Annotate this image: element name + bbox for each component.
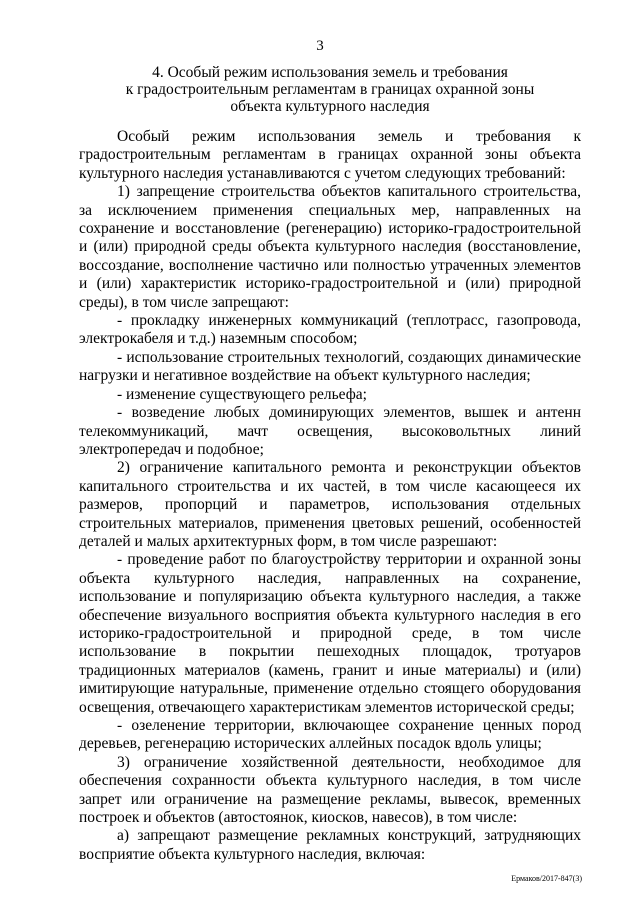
paragraph-item-3: 3) ограничение хозяйственной деятельности, необходимое для обеспечения сохранности объекта культурного наследия, в том числе запрет или ограничение на размещение рекламы, вывесок, временных построек и объектов (автостоянок, киосков, навесов), в том числе: bbox=[79, 753, 581, 827]
paragraph-intro: Особый режим использования земель и требования к градостроительным регламентам в границах охранной зоны объекта культурного наследия устанавливаются с учетом следующих требований: bbox=[79, 128, 581, 182]
section-heading bbox=[80, 64, 580, 115]
document-body bbox=[79, 128, 581, 864]
paragraph-subitem-a: а) запрещают размещение рекламных конструкций, затрудняющих восприятие объекта культурного наследия, включая: bbox=[79, 827, 581, 863]
paragraph-item-1: 1) запрещение строительства объектов капитального строительства, за исключением применения специальных мер, направленных на сохранение и восстановление (регенерацию) историко-градостроительной и (или) природной среды объекта культурного наследия (восстановление, воссоздание, восполнение частично или полностью утраченных элементов и (или) характеристик историко-градостроительной и (или) природной среды), в том числе запрещают: bbox=[79, 183, 581, 311]
paragraph-subitem: - возведение любых доминирующих элементов, вышек и антенн телекоммуникаций, мачт освещения, высоковольтных линий электропередач и подобное; bbox=[79, 404, 581, 458]
heading-line-2: к градостроительным регламентам в границах охранной зоны bbox=[125, 81, 535, 98]
paragraph-subitem: - озеленение территории, включающее сохранение ценных пород деревьев, регенерацию исторических аллейных посадок вдоль улицы; bbox=[79, 717, 581, 753]
paragraph-subitem: - проведение работ по благоустройству территории и охранной зоны объекта культурного наследия, направленных на сохранение, использование и популяризацию объекта культурного наследия, а также обеспечение визуального восприятия объекта культурного наследия в его историко-градостроительной и природной среде, в том числе использование в покрытии пешеходных площадок, тротуаров традиционных материалов (камень, гранит и иные материалы) и (или) имитирующие натуральные, применение отдельно стоящего оборудования освещения, отвечающего характеристикам элементов исторической среды; bbox=[79, 551, 581, 716]
paragraph-subitem: - использование строительных технологий, создающих динамические нагрузки и негативное воздействие на объект культурного наследия; bbox=[79, 348, 581, 385]
paragraph-item-2: 2) ограничение капитального ремонта и реконструкции объектов капитального строительства и их частей, в том числе касающееся их размеров, пропорций и параметров, использования отдельных строительных материалов, применения цветовых решений, особенностей деталей и малых архитектурных форм, в том числе разрешают: bbox=[79, 459, 581, 550]
page-number: 3 bbox=[316, 38, 324, 54]
heading-line-1: 4. Особый режим использования земель и требования bbox=[152, 64, 508, 81]
paragraph-subitem: - изменение существующего рельефа; bbox=[117, 385, 367, 403]
paragraph-subitem: - прокладку инженерных коммуникаций (теплотрасс, газопровода, электрокабеля и т.д.) наземным способом; bbox=[79, 312, 581, 348]
document-footer-code: Ермаков/2017-847(3) bbox=[511, 874, 582, 883]
heading-line-3: объекта культурного наследия bbox=[230, 98, 430, 115]
